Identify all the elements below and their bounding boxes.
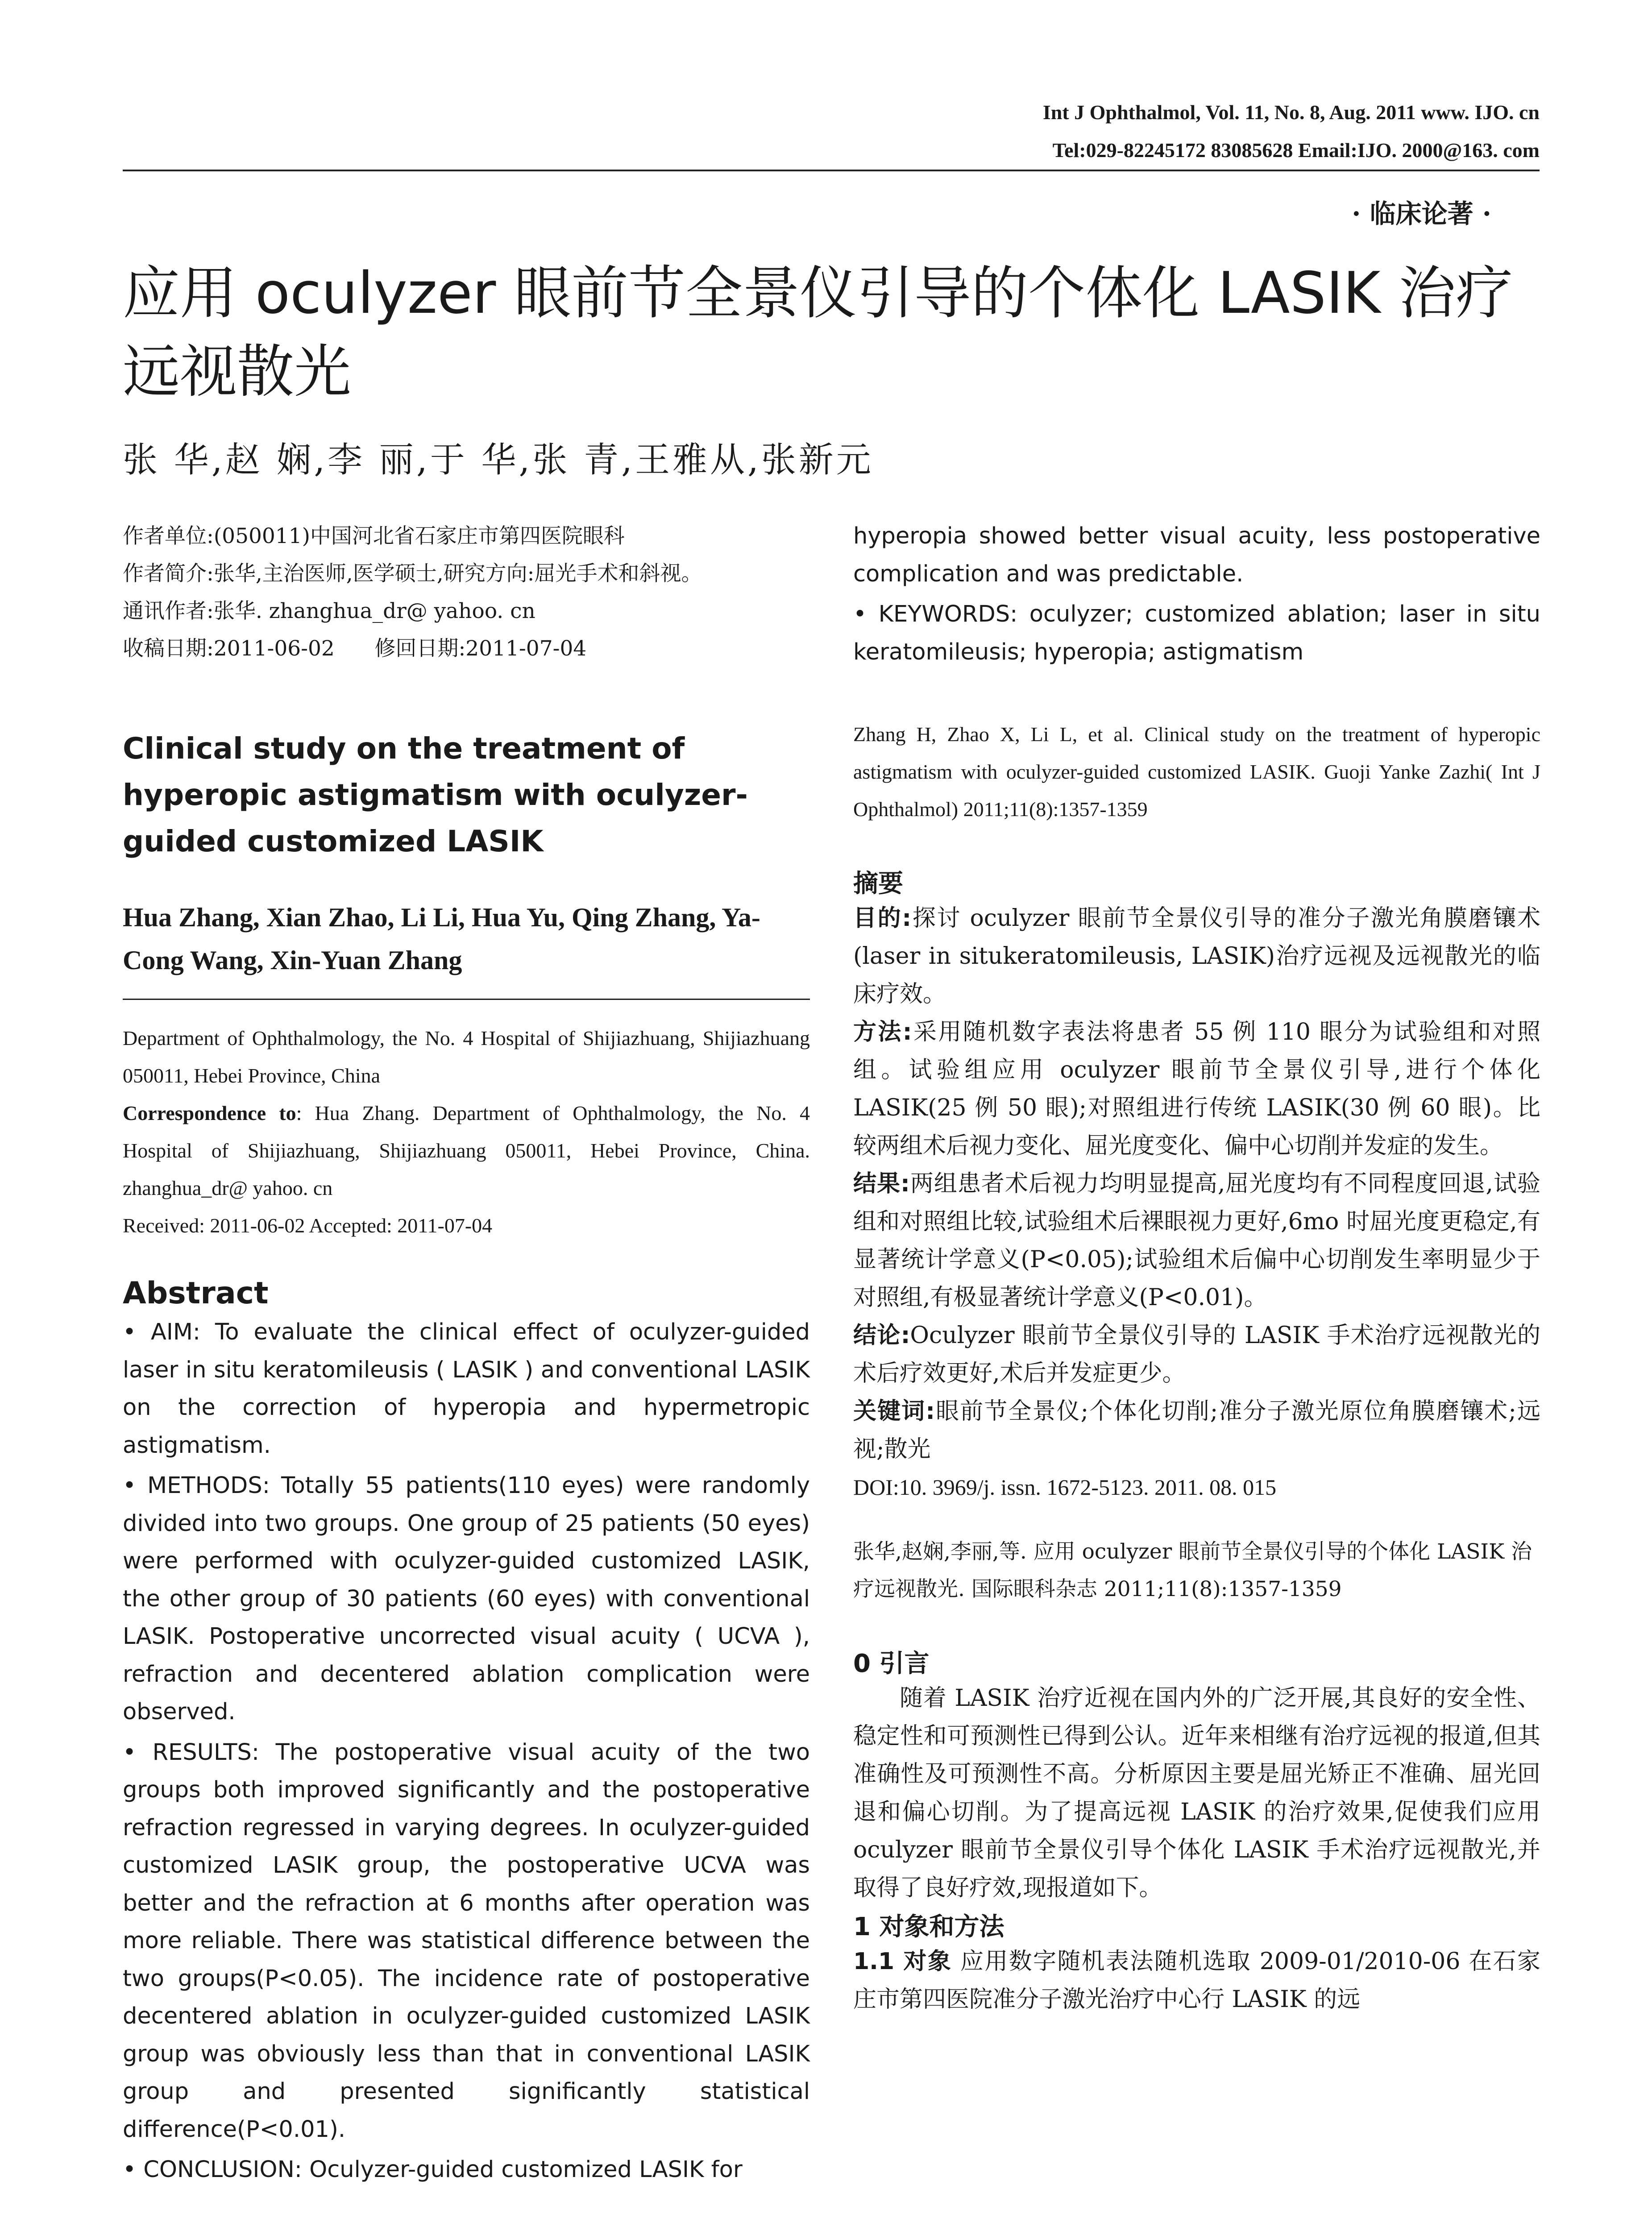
correspondence-text: : Hua Zhang. Department of Ophthalmology, the No. 4 Hospital of Shijiazhuang, Shijiazhuang 050011, Hebei Province, China. zhanghua_dr@ yahoo. cn bbox=[123, 1102, 810, 1199]
section-tag: · 临床论著 · bbox=[1352, 199, 1491, 229]
subjects-label: 1.1 对象 bbox=[853, 1948, 952, 1975]
purpose-text: 探讨 oculyzer 眼前节全景仪引导的准分子激光角膜磨镶术(laser in situkeratomileusis, LASIK)治疗远视及远视散光的临床疗效。 bbox=[853, 905, 1540, 1008]
abstract-conclusion-end: hyperopia showed better visual acuity, less postoperative complication and was predictable. bbox=[853, 523, 1540, 587]
conclusion-label: 结论: bbox=[853, 1322, 910, 1349]
correspondence-label: Correspondence to bbox=[123, 1102, 296, 1124]
received-accepted: Received: 2011-06-02 Accepted: 2011-07-04 bbox=[123, 1214, 493, 1237]
left-column bbox=[123, 518, 810, 2189]
subjects-text: 应用数字随机表法随机选取 2009-01/2010-06 在石家庄市第四医院准分子激光治疗中心行 LASIK 的远 bbox=[853, 1948, 1540, 2013]
abstract-cn-conclusion bbox=[853, 1317, 1540, 1393]
affiliation-cn: 作者单位:(050011)中国河北省石家庄市第四医院眼科 bbox=[123, 524, 625, 548]
author-info-cn bbox=[123, 518, 810, 668]
correspondence bbox=[123, 1095, 810, 1207]
intro-paragraph: 随着 LASIK 治疗近视在国内外的广泛开展,其良好的安全性、稳定性和可预测性已得到公认。近年来相继有治疗远视的报道,但其准确性及可预测性不高。分析原因主要是屈光矫正不准确、屈光回退和偏心切削。为了提高远视 LASIK 的治疗效果,促使我们应用 oculyzer 眼前节全景仪引导个体化 LASIK 手术治疗远视散光,并取得了良好疗效,现报道如下。 bbox=[853, 1685, 1540, 1901]
purpose-label: 目的: bbox=[853, 905, 912, 932]
paper-title: 应用 oculyzer 眼前节全景仪引导的个体化 LASIK 治疗远视散光 bbox=[123, 260, 1513, 405]
subjects-paragraph bbox=[853, 1943, 1540, 2019]
keywords-label: 关键词: bbox=[853, 1398, 935, 1425]
citation-en: Zhang H, Zhao X, Li L, et al. Clinical study on the treatment of hyperopic astigmatism with oculyzer-guided customized LASIK. Guoji Yanke Zazhi( Int J Ophthalmol) 2011;11(8):1357-1359 bbox=[853, 723, 1540, 821]
corresponding-cn: 通讯作者:张华. zhanghua_dr@ yahoo. cn bbox=[123, 599, 535, 623]
abstract-methods: • METHODS: Totally 55 patients(110 eyes) were randomly divided into two groups. One group of 25 patients (50 eyes) were performed with oculyzer-guided customized LASIK, the other group of 30 patients (60 eyes) with conventional LASIK. Postoperative uncorrected visual acuity ( UCVA ), refraction and decentered ablation complication were observed. bbox=[123, 1472, 810, 1725]
journal-header: Int J Ophthalmol, Vol. 11, No. 8, Aug. 2011 www. IJO. cn bbox=[1042, 101, 1540, 124]
right-column bbox=[853, 518, 1540, 2019]
abstract-conclusion-start: • CONCLUSION: Oculyzer-guided customized LASIK for bbox=[123, 2156, 743, 2183]
abstract-cn-method bbox=[853, 1013, 1540, 1165]
authors-rule bbox=[123, 999, 810, 1000]
intro-heading: 0 引言 bbox=[853, 1649, 930, 1678]
keywords-text: 眼前节全景仪;个体化切削;准分子激光原位角膜磨镶术;远视;散光 bbox=[853, 1398, 1540, 1463]
methods-heading: 1 对象和方法 bbox=[853, 1912, 1004, 1941]
conclusion-text: Oculyzer 眼前节全景仪引导的 LASIK 手术治疗远视散光的术后疗效更好,术后并发症更少。 bbox=[853, 1322, 1541, 1387]
department: Department of Ophthalmology, the No. 4 Hospital of Shijiazhuang, Shijiazhuang 050011, Hebei Province, China bbox=[123, 1027, 810, 1087]
result-text: 两组患者术后视力均明显提高,屈光度均有不同程度回退,试验组和对照组比较,试验组术后裸眼视力更好,6mo 时屈光度更稳定,有显著统计学意义(P<0.05);试验组术后偏中心切削发生率明显少于对照组,有极显著统计学意义(P<0.01)。 bbox=[853, 1170, 1541, 1311]
abstract-cn-heading: 摘要 bbox=[853, 869, 903, 898]
method-label: 方法: bbox=[853, 1019, 912, 1045]
citation-cn: 张华,赵娴,李丽,等. 应用 oculyzer 眼前节全景仪引导的个体化 LASIK 治疗远视散光. 国际眼科杂志 2011;11(8):1357-1359 bbox=[853, 1539, 1532, 1601]
abstract-aim: • AIM: To evaluate the clinical effect of oculyzer-guided laser in situ keratomileusis ( LASIK ) and conventional LASIK on the correction of hyperopia and hypermetropic astigmatism. bbox=[123, 1319, 810, 1459]
header-rule bbox=[123, 170, 1540, 171]
journal-contact: Tel:029-82245172 83085628 Email:IJO. 2000@163. com bbox=[1052, 139, 1540, 162]
abstract-results: • RESULTS: The postoperative visual acuity of the two groups both improved significantly and the postoperative refraction regressed in varying degrees. In oculyzer-guided customized LASIK group, the postoperative UCVA was better and the refraction at 6 months after operation was more reliable. There was statistical difference between the two groups(P<0.05). The incidence rate of postoperative decentered ablation in oculyzer-guided customized LASIK group was obviously less than that in conventional LASIK group and presented significantly statistical difference(P<0.01). bbox=[123, 1739, 810, 2143]
abstract-cn-keywords bbox=[853, 1393, 1540, 1468]
abstract-cn-result bbox=[853, 1165, 1540, 1317]
bio-cn: 作者简介:张华,主治医师,医学硕士,研究方向:屈光手术和斜视。 bbox=[123, 561, 702, 586]
method-text: 采用随机数字表法将患者 55 例 110 眼分为试验组和对照组。试验组应用 oculyzer 眼前节全景仪引导,进行个体化 LASIK(25 例 50 眼);对照组进行传统 LASIK(30 例 60 眼)。比较两组术后视力变化、屈光度变化、偏中心切削并发症的发生。 bbox=[853, 1019, 1540, 1159]
english-title: Clinical study on the treatment of hyperopic astigmatism with oculyzer-guided customized LASIK bbox=[123, 731, 748, 858]
english-authors: Hua Zhang, Xian Zhao, Li Li, Hua Yu, Qing Zhang, Ya-Cong Wang, Xin-Yuan Zhang bbox=[123, 903, 760, 975]
abstract-keywords: • KEYWORDS: oculyzer; customized ablation; laser in situ keratomileusis; hyperopia; astigmatism bbox=[853, 601, 1540, 665]
affiliation-en bbox=[123, 1020, 810, 1244]
abstract-heading: Abstract bbox=[123, 1276, 269, 1311]
abstract-cn-purpose bbox=[853, 900, 1540, 1013]
result-label: 结果: bbox=[853, 1170, 910, 1197]
authors-cn: 张 华,赵 娴,李 丽,于 华,张 青,王雅从,张新元 bbox=[123, 440, 874, 480]
doi: DOI:10. 3969/j. issn. 1672-5123. 2011. 08. 015 bbox=[853, 1475, 1277, 1500]
dates-cn: 收稿日期:2011-06-02 修回日期:2011-07-04 bbox=[123, 636, 587, 661]
